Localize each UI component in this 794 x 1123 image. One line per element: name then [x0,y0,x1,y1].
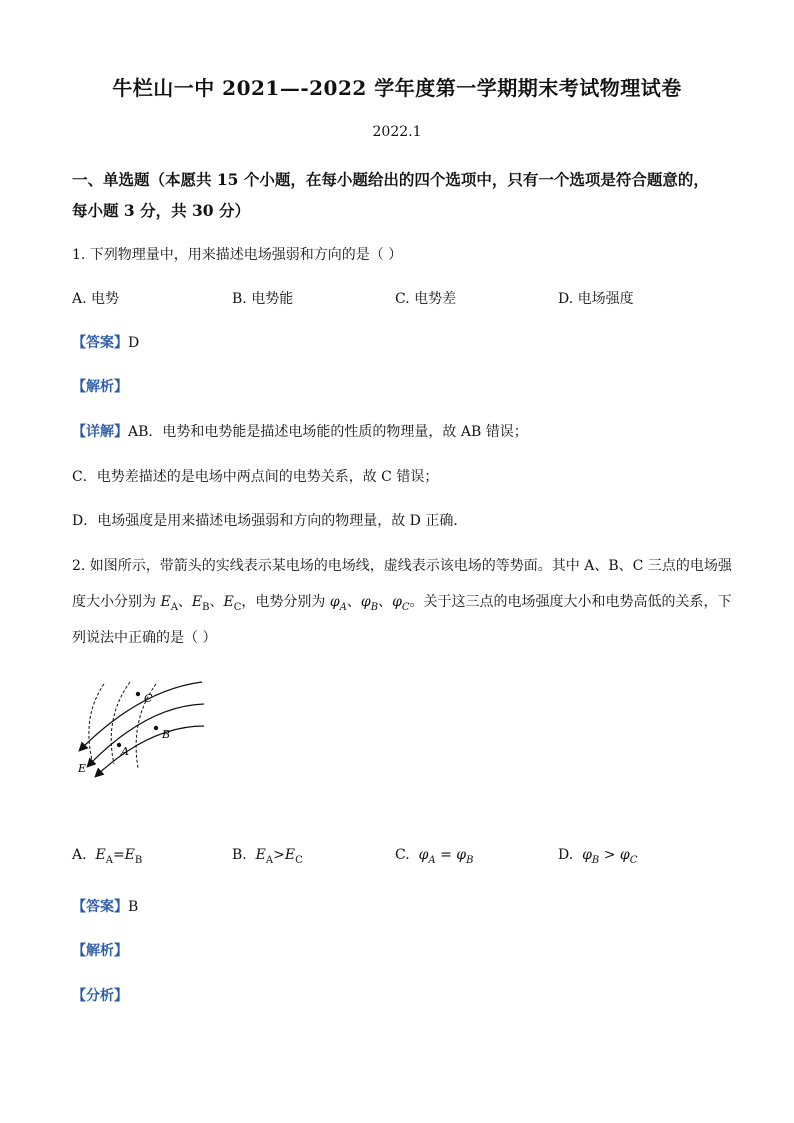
analysis-tag: 【解析】 [72,379,128,395]
q2-option-b [232,847,303,866]
separator: 、 [209,594,224,610]
label-b: B [162,728,171,741]
relation: = [112,847,125,863]
q1-answer [72,332,139,352]
q1-option-d: D. 电场强度 [558,291,634,307]
option-label: D. [558,847,574,863]
q2-answer [72,896,138,916]
symbol-phi: φ [418,847,429,863]
option-label: B. [232,847,247,863]
q2-text: ，电势分别为 [241,594,330,610]
subscript: A [105,854,113,866]
symbol-e: E [124,847,135,863]
q2-stem-line-3: 列说法中正确的是（ ） [72,630,217,646]
separator: 、 [378,594,393,610]
subscript: B [370,601,379,613]
answer-tag: 【答案】 [72,335,128,351]
q2-option-c [395,847,473,866]
section-heading-line-2: 每小题 3 分，共 30 分） [72,201,250,220]
q2-fenxi [72,985,128,1005]
point-c [136,692,140,696]
symbol-e: E [223,594,234,610]
subscript: B [202,601,210,613]
q1-stem: 1. 下列物理量中，用来描述电场强弱和方向的是（ ） [72,247,403,263]
symbol-phi: φ [456,847,467,863]
q1-detail-c: C．电势差描述的是电场中两点间的电势关系，故 C 错误； [72,469,439,485]
separator: 、 [177,594,192,610]
answer-tag: 【答案】 [72,899,128,915]
field-line [80,682,202,750]
separator: 、 [346,594,361,610]
detail-tag: 【详解】 [72,424,128,440]
subscript: C [629,854,638,866]
subscript: B [591,854,600,866]
field-line [96,726,204,776]
q1-detail-d: D．电场强度是用来描述电场强弱和方向的物理量，故 D 正确． [72,513,468,529]
section-heading-line-1: 一、单选题（本愿共 15 个小题，在每小题给出的四个选项中，只有一个选项是符合题意的， [72,170,709,189]
option-label: C. [395,847,410,863]
answer-value: B [128,899,139,915]
answer-value: D [128,335,140,351]
detail-text: AB．电势和电势能是描述电场能的性质的物理量，故 AB 错误； [128,424,528,440]
q1-option-a: A. 电势 [72,291,120,307]
subscript: C [295,854,303,866]
q2-stem-line-2 [72,591,732,613]
relation: > [273,847,285,863]
label-c: C [144,692,153,705]
option-label: A. [72,847,87,863]
q2-text: 度大小分别为 [72,594,161,610]
q1-detail [72,421,528,441]
symbol-e: E [160,594,171,610]
analysis-tag: 【解析】 [72,943,128,959]
q1-option-b: B. 电势能 [232,291,294,307]
symbol-e: E [255,847,266,863]
point-b [154,726,158,730]
symbol-e: E [95,847,106,863]
fenxi-tag: 【分析】 [72,988,128,1004]
q2-option-d [558,847,637,866]
relation: = [435,847,457,863]
q2-stem-line-1: 2. 如图所示，带箭头的实线表示某电场的电场线，虚线表示该电场的等势面。其中 A、B、C 三点的电场强 [72,558,732,574]
q1-analysis [72,376,128,396]
q2-analysis [72,940,128,960]
relation: > [599,847,620,863]
q2-text: 。关于这三点的电场强度大小和电势高低的关系，下 [409,594,732,610]
subscript: C [401,601,410,613]
subscript: C [233,601,242,613]
subscript: A [428,854,436,866]
subscript: A [170,601,178,613]
subscript: A [339,601,347,613]
symbol-phi: φ [392,594,402,610]
q1-option-c: C. 电势差 [395,291,457,307]
symbol-phi: φ [619,847,630,863]
exam-date: 2022.1 [372,124,422,140]
symbol-e: E [284,847,296,863]
page-title: 牛栏山一中 2021—-2022 学年度第一学期期末考试物理试卷 [112,76,682,100]
subscript: A [265,854,274,866]
equipotential-line [89,684,104,760]
symbol-e: E [191,594,203,610]
label-a: A [121,745,129,758]
label-e: E [78,762,87,775]
symbol-phi: φ [329,594,340,610]
symbol-phi: φ [582,847,592,863]
electric-field-figure [70,676,210,786]
q2-option-a [72,847,142,866]
subscript: B [134,854,143,866]
subscript: B [466,854,474,866]
field-line [88,704,204,766]
symbol-phi: φ [360,594,371,610]
